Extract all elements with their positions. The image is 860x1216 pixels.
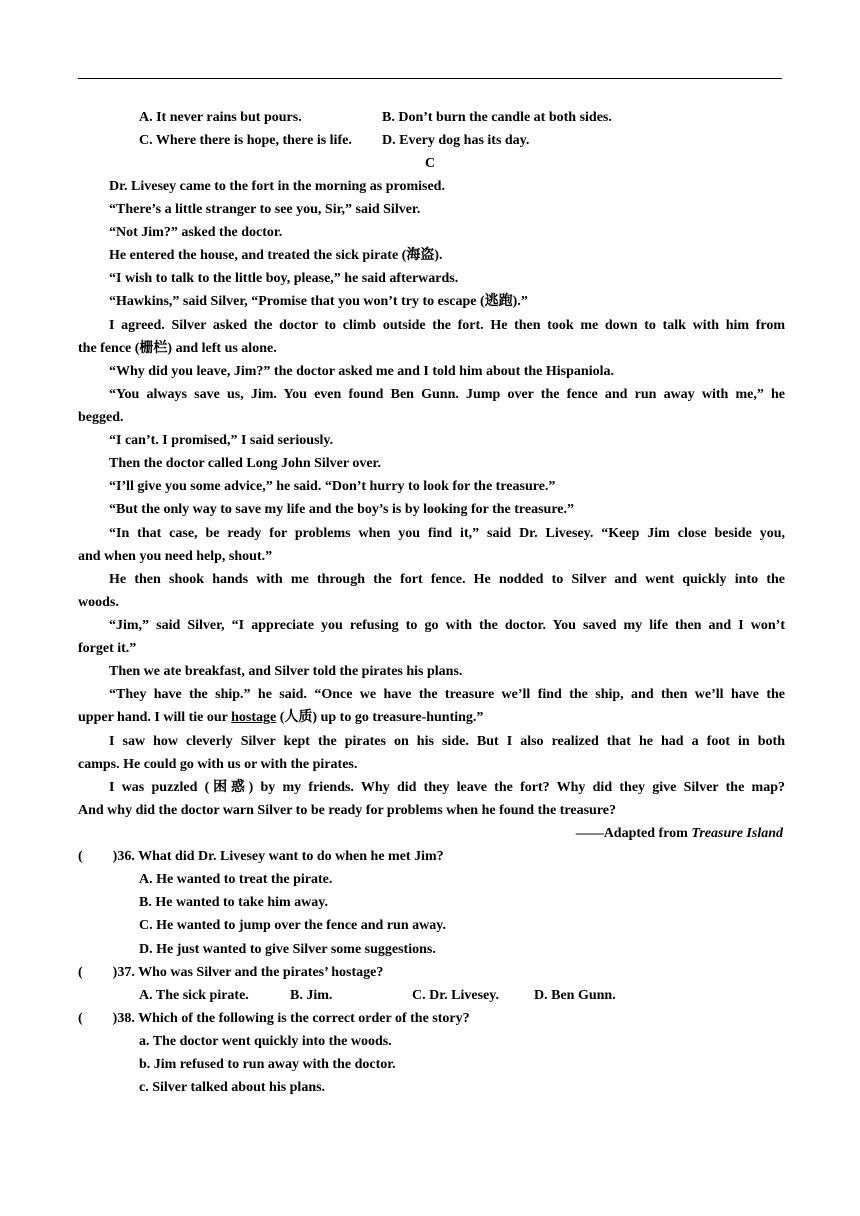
question-38 [78, 1010, 470, 1028]
passage-paragraph-line: and when you need help, shout.” [78, 549, 273, 564]
text-run: upper hand. I will tie our [78, 710, 232, 725]
question-37 [78, 964, 383, 982]
passage-paragraph-line [78, 709, 483, 727]
question-option: C. Dr. Livesey. [412, 988, 499, 1003]
passage-paragraph-line: I was puzzled (困惑) by my friends. Why did they leave the fort? Why did they give Silver the map? [109, 780, 785, 795]
question-option: C. He wanted to jump over the fence and run away. [139, 918, 446, 933]
prev-option-a: A. It never rains but pours. [139, 110, 302, 125]
question-option: D. Ben Gunn. [534, 988, 616, 1003]
passage-paragraph-line: begged. [78, 410, 124, 425]
passage-paragraph-line: He then shook hands with me through the fort fence. He nodded to Silver and went quickly into the [109, 572, 785, 587]
answer-paren-close: ) [112, 849, 118, 864]
passage-paragraph: He entered the house, and treated the sick pirate (海盗). [109, 248, 443, 263]
answer-paren-open: ( [78, 1011, 83, 1026]
question-option: B. Jim. [290, 988, 333, 1003]
passage-paragraph-line: “In that case, be ready for problems when you find it,” said Dr. Livesey. “Keep Jim close beside you, [109, 526, 785, 541]
passage-paragraph: “Hawkins,” said Silver, “Promise that you won’t try to escape (逃跑).” [109, 294, 528, 309]
passage-paragraph-line: “They have the ship.” he said. “Once we have the treasure we’ll find the ship, and then we’ll have the [109, 687, 785, 702]
answer-paren-close: ) [112, 965, 118, 980]
source-title: Treasure Island [691, 826, 783, 841]
question-36 [78, 848, 444, 866]
passage-paragraph-line: I agreed. Silver asked the doctor to climb outside the fort. He then took me down to talk with him from [109, 318, 785, 333]
passage-paragraph-line: And why did the doctor warn Silver to be ready for problems when he found the treasure? [78, 803, 616, 818]
prev-option-d: D. Every dog has its day. [382, 133, 530, 148]
text-run: (人质) up to go treasure-hunting.” [276, 710, 484, 725]
passage-paragraph: Then we ate breakfast, and Silver told the pirates his plans. [109, 664, 463, 679]
question-stem: 36. What did Dr. Livesey want to do when he met Jim? [117, 849, 444, 864]
passage-paragraph-line: I saw how cleverly Silver kept the pirates on his side. But I also realized that he had a foot in both [109, 734, 785, 749]
passage-paragraph: “Why did you leave, Jim?” the doctor asked me and I told him about the Hispaniola. [109, 364, 614, 379]
header-rule [78, 78, 782, 79]
prev-option-c: C. Where there is hope, there is life. [139, 133, 352, 148]
passage-paragraph-line: “You always save us, Jim. You even found Ben Gunn. Jump over the fence and run away with me,” he [109, 387, 785, 402]
question-option: A. The sick pirate. [139, 988, 249, 1003]
source-attribution [576, 825, 783, 843]
prev-option-b: B. Don’t burn the candle at both sides. [382, 110, 612, 125]
underlined-word: hostage [231, 710, 277, 725]
passage-paragraph: “I wish to talk to the little boy, please,” he said afterwards. [109, 271, 459, 286]
answer-paren-close: ) [112, 1011, 118, 1026]
passage-paragraph: “But the only way to save my life and the boy’s is by looking for the treasure.” [109, 502, 574, 517]
story-event: a. The doctor went quickly into the woods. [139, 1034, 392, 1049]
answer-paren-open: ( [78, 965, 83, 980]
answer-paren-open: ( [78, 849, 83, 864]
passage-paragraph: “There’s a little stranger to see you, Sir,” said Silver. [109, 202, 421, 217]
question-option: D. He just wanted to give Silver some suggestions. [139, 942, 436, 957]
passage-paragraph-line: forget it.” [78, 641, 137, 656]
passage-paragraph-line: woods. [78, 595, 119, 610]
question-stem: 37. Who was Silver and the pirates’ hostage? [117, 965, 384, 980]
passage-paragraph: Dr. Livesey came to the fort in the morning as promised. [109, 179, 445, 194]
story-event: c. Silver talked about his plans. [139, 1080, 326, 1095]
section-label: C [424, 156, 436, 171]
story-event: b. Jim refused to run away with the doctor. [139, 1057, 396, 1072]
passage-paragraph-line: “Jim,” said Silver, “I appreciate you refusing to go with the doctor. You saved my life then and I won’t [109, 618, 785, 633]
question-option: B. He wanted to take him away. [139, 895, 328, 910]
question-option: A. He wanted to treat the pirate. [139, 872, 333, 887]
passage-paragraph: Then the doctor called Long John Silver over. [109, 456, 381, 471]
question-stem: 38. Which of the following is the correct order of the story? [117, 1011, 470, 1026]
passage-paragraph: “Not Jim?” asked the doctor. [109, 225, 283, 240]
passage-paragraph: “I can’t. I promised,” I said seriously. [109, 433, 334, 448]
passage-paragraph-line: camps. He could go with us or with the pirates. [78, 757, 358, 772]
source-prefix: ——Adapted from [575, 826, 692, 841]
passage-paragraph: “I’ll give you some advice,” he said. “Don’t hurry to look for the treasure.” [109, 479, 556, 494]
passage-paragraph-line: the fence (栅栏) and left us alone. [78, 341, 277, 356]
